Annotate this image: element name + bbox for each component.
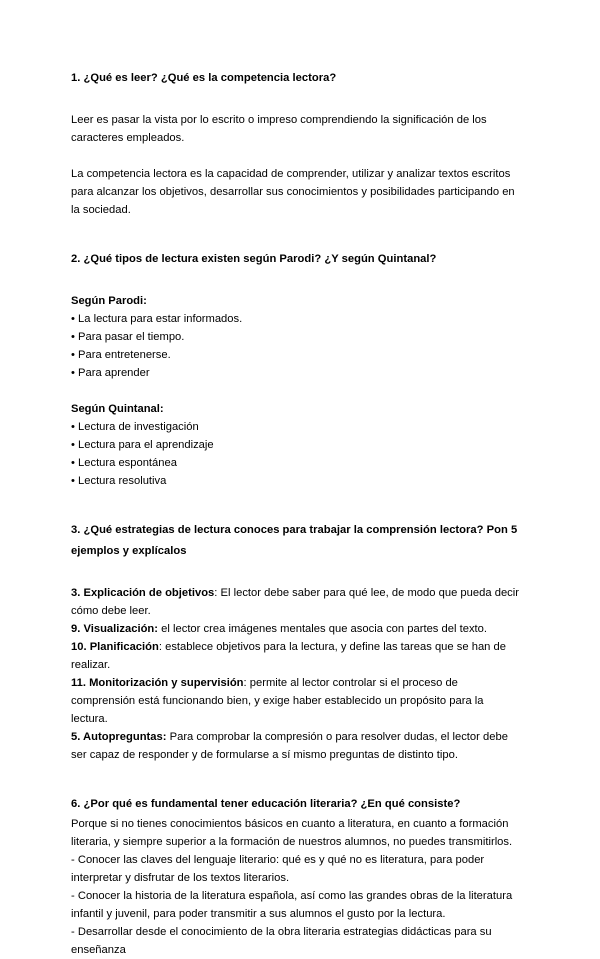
quintanal-bullet-list xyxy=(71,418,523,490)
strategy-separator: : xyxy=(214,587,221,599)
list-item: • Lectura para el aprendizaje xyxy=(71,436,523,454)
question-6-dash-item-2: - Conocer la historia de la literatura española, así como las grandes obras de la literatura infantil y juvenil, para poder transmitir a sus alumnos el gusto por la lectura. xyxy=(71,890,513,920)
list-item: • Para pasar el tiempo. xyxy=(71,328,523,346)
strategy-item-3 xyxy=(71,638,523,674)
question-1-heading: 1. ¿Qué es leer? ¿Qué es la competencia lectora? xyxy=(71,72,337,84)
section-question-1 xyxy=(71,68,523,219)
strategy-text: establece objetivos para la lectura, y define las tareas que se han de realizar. xyxy=(71,641,506,671)
spacer xyxy=(71,219,523,249)
strategy-label: 10. Planificación xyxy=(71,641,159,653)
section-question-6 xyxy=(71,794,523,959)
strategy-text: permite al lector controlar si el proceso de comprensión está funcionando bien, y exige haber establecido un propósito para la lectura. xyxy=(71,677,484,725)
spacer xyxy=(71,89,523,111)
strategy-separator: : xyxy=(158,641,166,653)
strategy-text: Para comprobar la compresión o para resolver dudas, el lector debe ser capaz de responder y de formularse a sí mismo preguntas de distinto tipo. xyxy=(71,731,508,761)
question-1-paragraph-2: La competencia lectora es la capacidad de comprender, utilizar y analizar textos escritos para alcanzar los objetivos, desarrollar sus conocimientos y posibilidades participando en la sociedad. xyxy=(71,168,515,216)
list-item: • La lectura para estar informados. xyxy=(71,310,523,328)
parodi-group-label: Según Parodi: xyxy=(71,295,147,307)
section-question-2 xyxy=(71,249,523,490)
list-item: • Lectura resolutiva xyxy=(71,472,523,490)
question-6-dash-item-3: - Desarrollar desde el conocimiento de la obra literaria estrategias didácticas para su enseñanza xyxy=(71,926,492,956)
question-6-intro: Porque si no tienes conocimientos básicos en cuanto a literatura, en cuanto a formación literaria, y siempre superior a la formación de nuestros alumnos, no puedes transmitirlos. xyxy=(71,818,513,848)
quintanal-group-label: Según Quintanal: xyxy=(71,403,164,415)
strategy-label: 5. Autopreguntas: xyxy=(71,731,167,743)
strategy-label: 3. Explicación de objetivos xyxy=(71,587,215,599)
spacer xyxy=(71,490,523,520)
strategy-item-5 xyxy=(71,728,523,764)
question-2-heading: 2. ¿Qué tipos de lectura existen según Parodi? ¿Y según Quintanal? xyxy=(71,253,437,265)
strategy-item-1 xyxy=(71,584,523,620)
question-6-dash-item-1: - Conocer las claves del lenguaje literario: qué es y qué no es literatura, para poder interpretar y disfrutar de los textos literarios. xyxy=(71,854,485,884)
question-1-paragraph-1: Leer es pasar la vista por lo escrito o impreso comprendiendo la significación de los caracteres empleados. xyxy=(71,114,487,144)
parodi-bullet-list xyxy=(71,310,523,382)
strategy-item-4 xyxy=(71,674,523,728)
spacer xyxy=(71,764,523,794)
strategy-text: el lector crea imágenes mentales que asocia con partes del texto. xyxy=(161,623,488,635)
question-6-heading: 6. ¿Por qué es fundamental tener educación literaria? ¿En qué consiste? xyxy=(71,798,461,810)
list-item: • Para entretenerse. xyxy=(71,346,523,364)
list-item: • Lectura espontánea xyxy=(71,454,523,472)
spacer xyxy=(71,147,523,165)
strategy-separator: : xyxy=(243,677,250,689)
spacer xyxy=(71,270,523,292)
question-3-heading: 3. ¿Qué estrategias de lectura conoces para trabajar la comprensión lectora? Pon 5 ejemplos y explícalos xyxy=(71,524,518,557)
spacer xyxy=(71,562,523,584)
list-item: • Lectura de investigación xyxy=(71,418,523,436)
spacer xyxy=(71,382,523,400)
strategy-label: 9. Visualización: xyxy=(71,623,159,635)
document-body xyxy=(71,68,523,959)
list-item: • Para aprender xyxy=(71,364,523,382)
strategy-item-2 xyxy=(71,620,523,638)
strategy-text: El lector debe saber para qué lee, de modo que pueda decir cómo debe leer. xyxy=(71,587,520,617)
section-question-3 xyxy=(71,520,523,764)
strategy-label: 11. Monitorización y supervisión xyxy=(71,677,244,689)
